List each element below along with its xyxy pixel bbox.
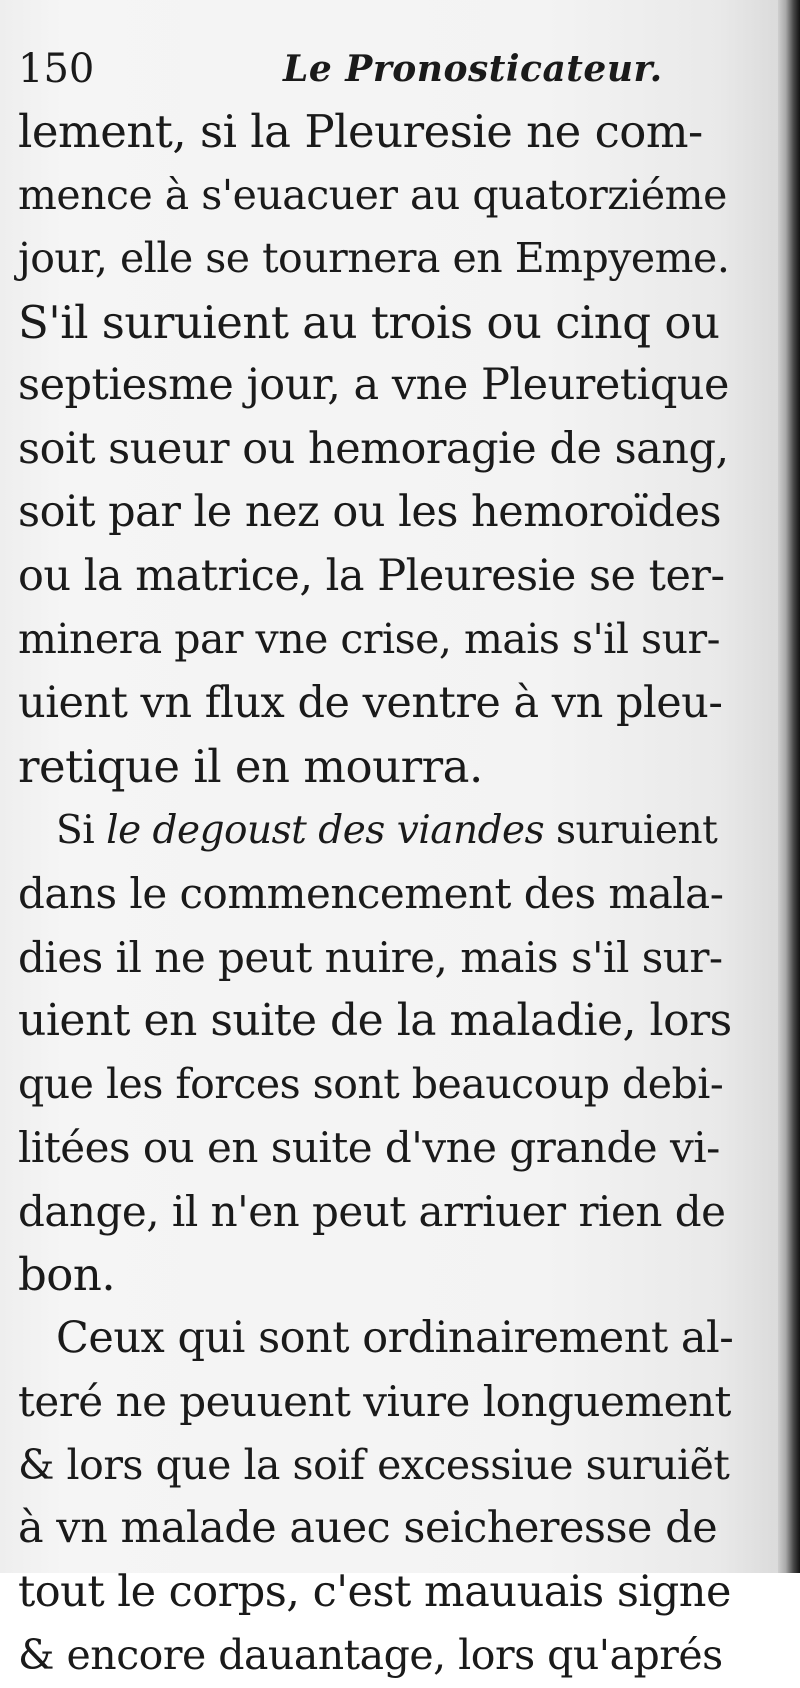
text-line: à vn malade auec seicheresse de [18, 1503, 718, 1553]
text-line: dans le commencement des mala- [18, 869, 724, 918]
page-header [18, 44, 728, 94]
text-line: & encore dauantage, lors qu'aprés [18, 1631, 723, 1679]
text-line: ou la matrice, la Pleuresie se ter- [18, 550, 725, 601]
paragraph-start-line: Ceux qui sont ordinairement al- [56, 1312, 734, 1363]
text-line: dies il ne peut nuire, mais s'il sur- [18, 932, 723, 982]
text-line: que les forces sont beaucoup debi- [18, 1059, 724, 1108]
text-line: soit sueur ou hemoragie de sang, [18, 423, 729, 474]
body-text [18, 100, 733, 1688]
text-segment: suruient [544, 807, 718, 853]
text-line: S'il suruient au trois ou cinq ou [18, 295, 720, 349]
page-number: 150 [18, 46, 95, 92]
text-line: & lors que la soif excessiue suruiẽt [18, 1440, 730, 1489]
text-line: lement, si la Pleuresie ne com- [18, 105, 703, 158]
text-line: uient vn flux de ventre à vn pleu- [18, 677, 723, 728]
text-line: uient en suite de la maladie, lors [18, 995, 732, 1046]
text-segment: Si [56, 807, 107, 853]
paragraph-start-line [18, 799, 733, 863]
text-line: bon. [18, 1248, 116, 1301]
text-line: litées ou en suite d'vne grande vi- [18, 1123, 720, 1172]
text-line: dange, il n'en peut arriuer rien de [18, 1186, 726, 1236]
text-line: teré ne peuuent viure longuement [18, 1377, 731, 1426]
text-line: mence à s'euacuer au quatorziéme [18, 170, 727, 219]
text-line: retique il en mourra. [18, 740, 483, 793]
text-line: septiesme jour, a vne Pleuretique [18, 360, 729, 410]
text-line: tout le corps, c'est mauuais signe [18, 1566, 731, 1617]
text-line: soit par le nez ou les hemoroïdes [18, 487, 722, 537]
running-title: Le Pronosticateur. [283, 48, 663, 90]
page-edge-shadow [778, 0, 800, 1573]
text-line: jour, elle se tournera en Empyeme. [18, 234, 730, 282]
text-line: minera par vne crise, mais s'il sur- [18, 615, 720, 663]
italic-phrase: le degoust des viandes [106, 807, 545, 853]
